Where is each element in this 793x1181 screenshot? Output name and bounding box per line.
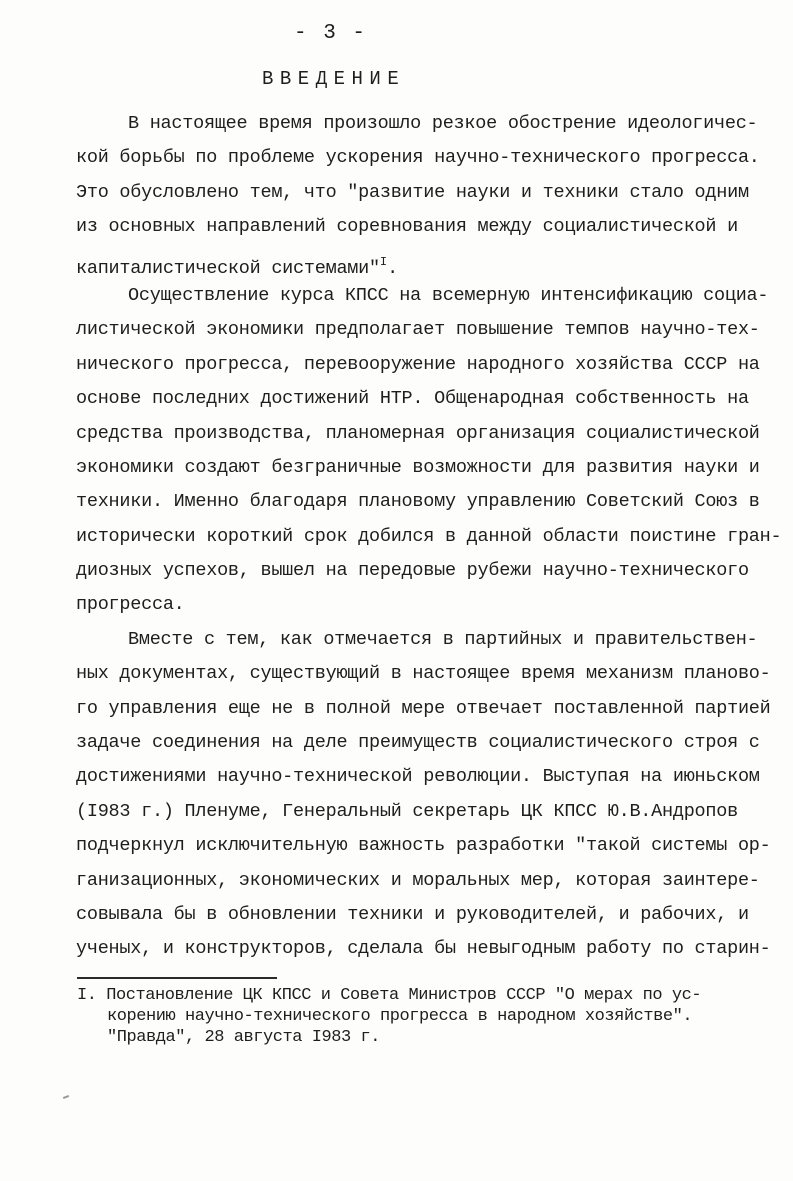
footnote-separator-rule xyxy=(77,977,277,979)
paragraph-1-end-punctuation: . xyxy=(387,257,398,279)
paragraph-3-line-10: ученых, и конструкторов, сделала бы невыгодным работу по старин- xyxy=(76,938,771,960)
paragraph-3-line-8: ганизационных, экономических и моральных мер, которая заинтере- xyxy=(76,869,760,891)
footnote-reference-mark: I xyxy=(379,254,388,269)
paragraph-2-line-3: нического прогресса, перевооружение народного хозяйства СССР на xyxy=(76,353,760,375)
paragraph-1-line-2: кой борьбы по проблеме ускорения научно-технического прогресса. xyxy=(76,147,760,169)
paragraph-1-line-5-text: капиталистической системами" xyxy=(76,257,380,279)
footnote xyxy=(77,985,767,1048)
paragraph-1-line-4: из основных направлений соревнования между социалистической и xyxy=(76,216,738,238)
paragraph-3-line-1: Вместе с тем, как отмечается в партийных и правительствен- xyxy=(128,628,758,650)
paragraph-1-line-3: Это обусловлено тем, что "развитие науки и техники стало одним xyxy=(76,181,749,203)
paragraph-2-line-5: средства производства, планомерная организация социалистической xyxy=(76,422,760,444)
paragraph-2-line-7: техники. Именно благодаря плановому управлению Советский Союз в xyxy=(76,491,760,513)
footnote-line-3: "Правда", 28 августа I983 г. xyxy=(107,1028,381,1047)
paragraph-2-line-9: диозных успехов, вышел на передовые рубежи научно-технического xyxy=(76,560,749,582)
section-heading: ВВЕДЕНИЕ xyxy=(262,68,406,90)
paragraph-3-line-2: ных документах, существующий в настоящее время механизм планово- xyxy=(76,663,771,685)
paragraph-2-line-6: экономики создают безграничные возможности для развития науки и xyxy=(76,456,760,478)
footnote-line-2: корению научно-технического прогресса в народном хозяйстве". xyxy=(107,1007,693,1026)
paragraph-3-line-6: (I983 г.) Пленуме, Генеральный секретарь ЦК КПСС Ю.В.Андропов xyxy=(76,800,738,822)
paragraph-2-line-4: основе последних достижений НТР. Общенародная собственность на xyxy=(76,388,749,410)
paragraph-3-line-9: совывала бы в обновлении техники и руководителей, и рабочих, и xyxy=(76,903,749,925)
paragraph-2-line-1: Осуществление курса КПСС на всемерную интенсификацию социа- xyxy=(128,284,769,306)
paragraph-2-line-10: прогресса. xyxy=(76,594,185,616)
footnote-line-1: I. Постановление ЦК КПСС и Совета Министров СССР "О мерах по ус- xyxy=(77,986,702,1005)
paragraph-3-line-7: подчеркнул исключительную важность разработки "такой системы ор- xyxy=(76,835,771,857)
paragraph-1-line-1: В настоящее время произошло резкое обострение идеологичес- xyxy=(128,113,758,134)
page-number: - 3 - xyxy=(294,22,368,45)
body-text xyxy=(76,107,782,967)
paragraph-3-line-5: достижениями научно-технической революции. Выступая на июньском xyxy=(76,766,760,788)
paragraph-2-line-8: исторически короткий срок добился в данной области поистине гран- xyxy=(76,525,782,547)
paragraph-1-line-5 xyxy=(76,245,766,279)
paragraph-3-line-3: го управления еще не в полной мере отвечает поставленной партией xyxy=(76,697,771,719)
paragraph-2-line-2: листической экономики предполагает повышение темпов научно-тех- xyxy=(76,319,760,341)
scan-speck-mark xyxy=(63,1095,69,1099)
paragraph-3-line-4: задаче соединения на деле преимуществ социалистического строя с xyxy=(76,732,760,754)
